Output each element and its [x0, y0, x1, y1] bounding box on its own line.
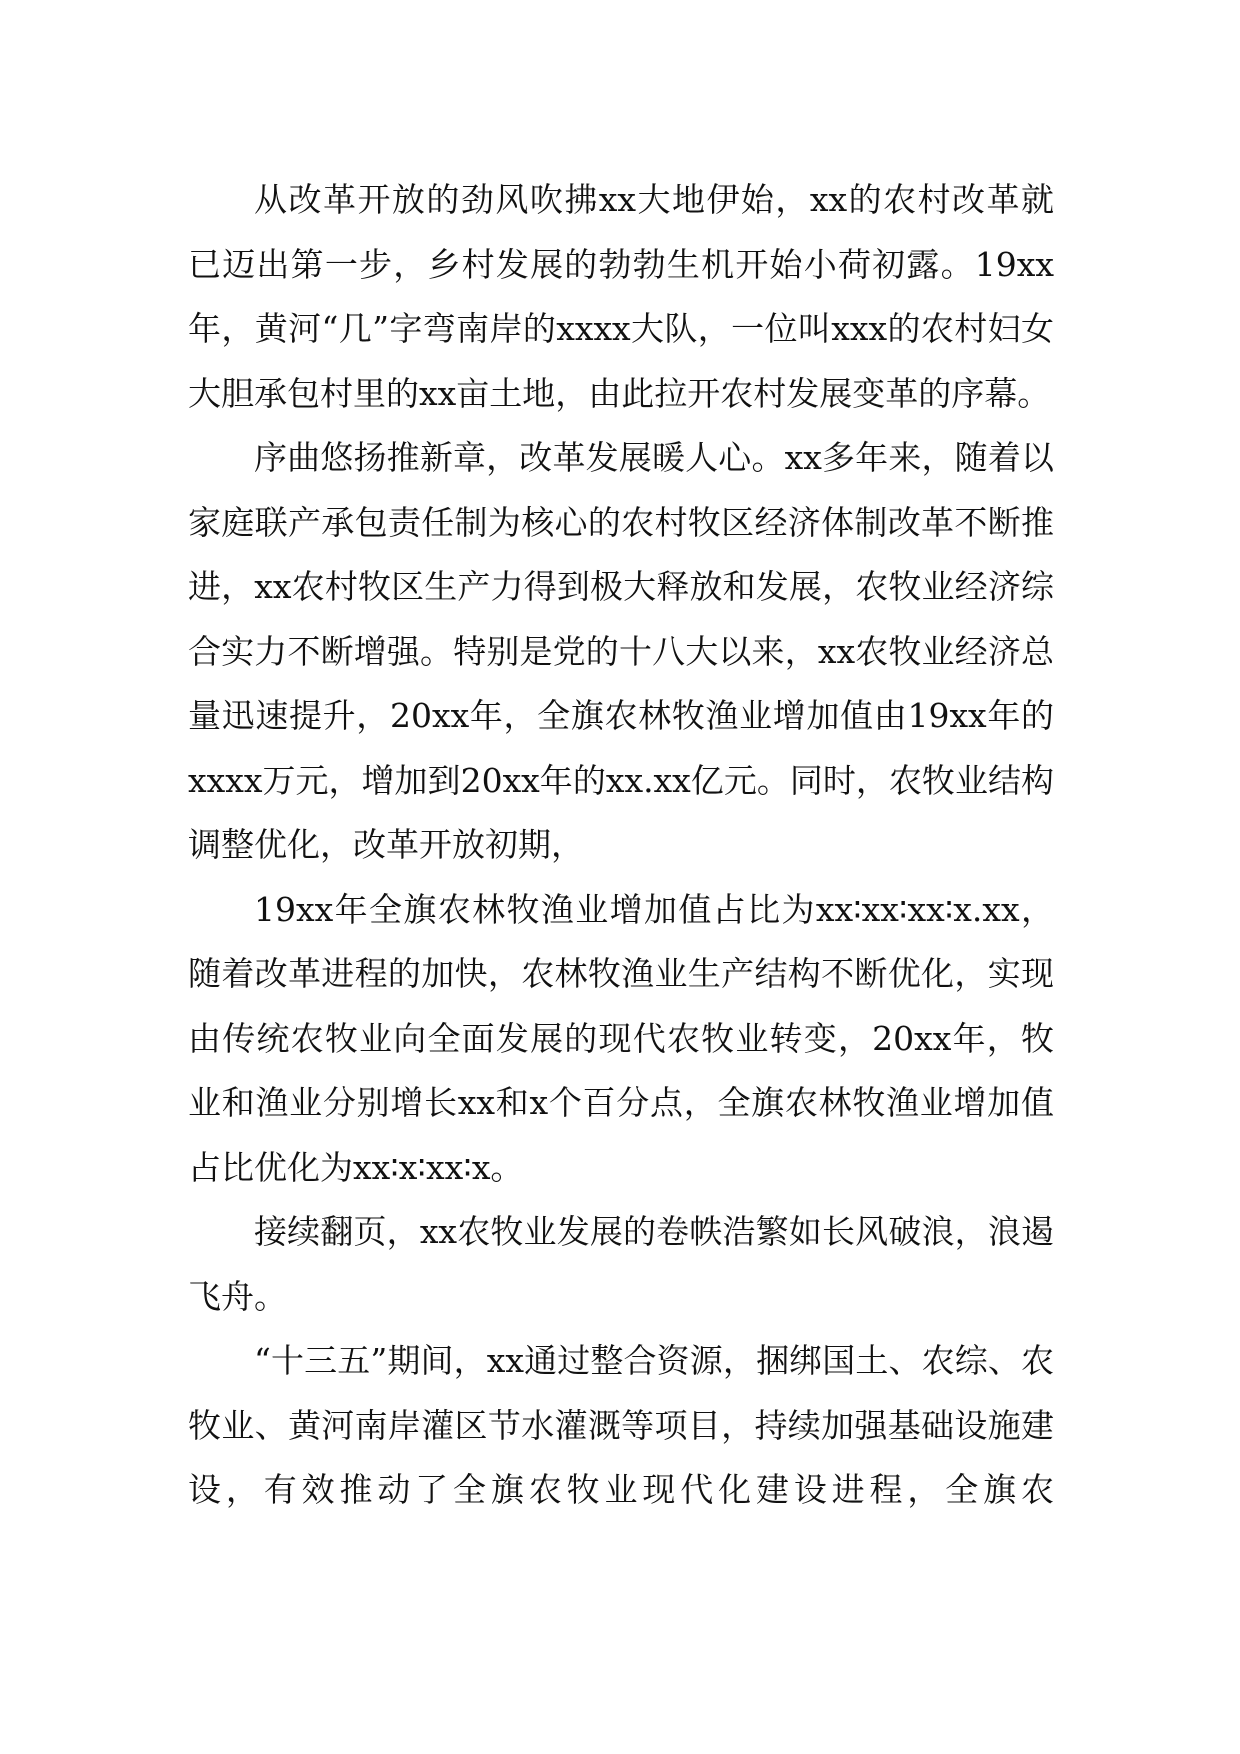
paragraph: 从改革开放的劲风吹拂xx大地伊始，xx的农村改革就已迈出第一步，乡村发展的勃勃生机开始小荷初露。19xx年，黄河“几”字弯南岸的xxxx大队，一位叫xxx的农村妇女大胆承包村里的xx亩土地，由此拉开农村发展变革的序幕。: [188, 180, 1054, 413]
paragraph: 19xx年全旗农林牧渔业增加值占比为xx∶xx∶xx∶x.xx，随着改革进程的加快，农林牧渔业生产结构不断优化，实现由传统农牧业向全面发展的现代农牧业转变，20xx年，牧业和渔业分别增长xx和x个百分点，全旗农林牧渔业增加值占比优化为xx∶x∶xx∶x。: [188, 889, 1054, 1187]
paragraph: 序曲悠扬推新章，改革发展暖人心。xx多年来，随着以家庭联产承包责任制为核心的农村牧区经济体制改革不断推进，xx农村牧区生产力得到极大释放和发展，农牧业经济综合实力不断增强。特别是党的十八大以来，xx农牧业经济总量迅速提升，20xx年，全旗农林牧渔业增加值由19xx年的xxxx万元，增加到20xx年的xx.xx亿元。同时，农牧业结构调整优化，改革开放初期，: [188, 438, 1054, 864]
paragraph: 接续翻页，xx农牧业发展的卷帙浩繁如长风破浪，浪遏飞舟。: [188, 1212, 1054, 1316]
document-body: [188, 168, 1054, 1523]
paragraph: “十三五”期间，xx通过整合资源，捆绑国土、农综、农牧业、黄河南岸灌区节水灌溉等项目，持续加强基础设施建设，有效推动了全旗农牧业现代化建设进程，全旗农: [188, 1341, 1054, 1509]
